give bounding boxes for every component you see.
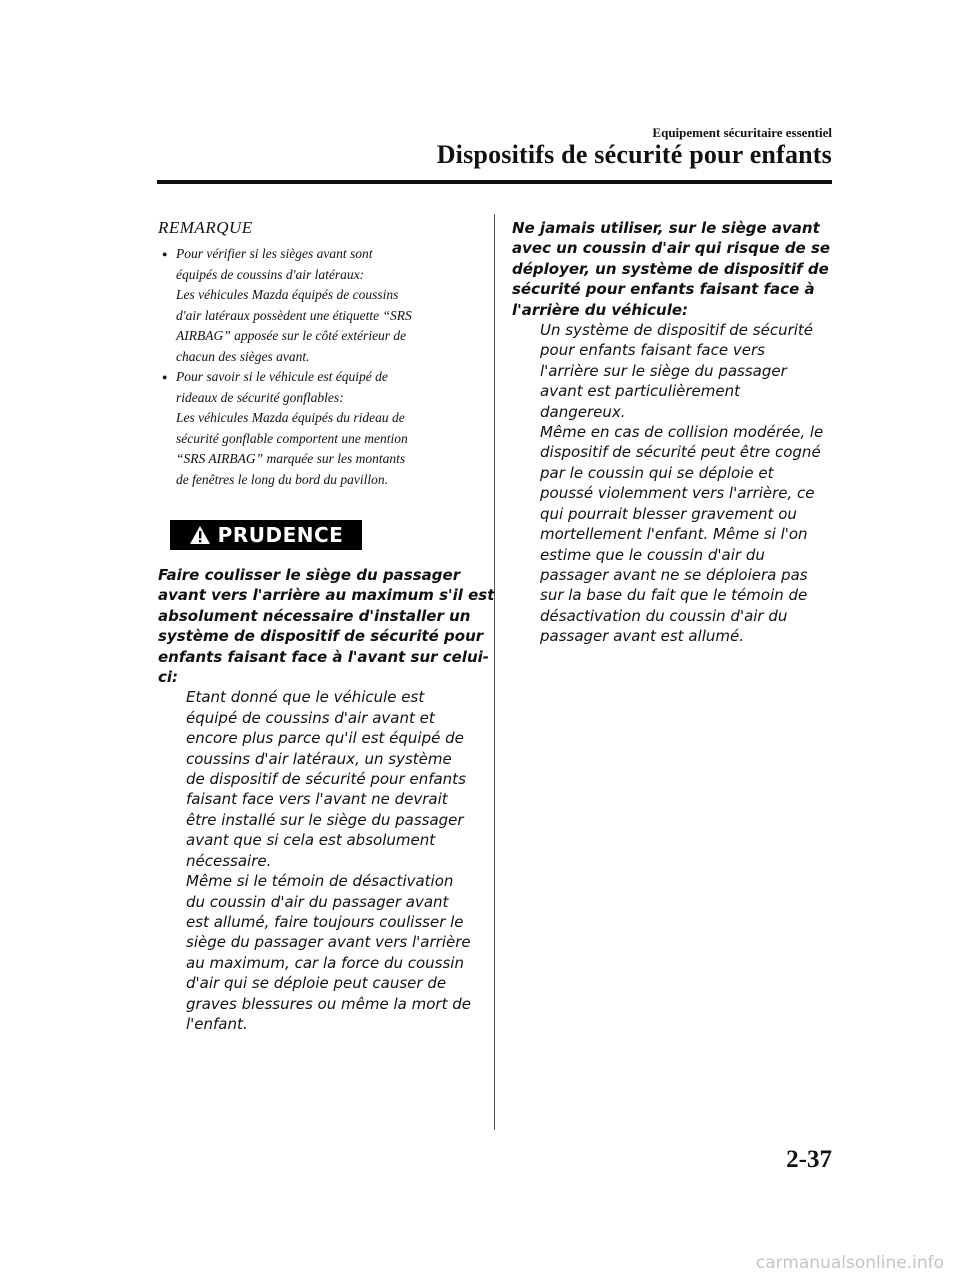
caution-heading-line: enfants faisant face à l'avant sur celui- — [158, 647, 489, 666]
caution-body-line: graves blessures ou même la mort de — [186, 994, 471, 1013]
page-number: 2-37 — [786, 1146, 832, 1173]
caution-body-line: coussins d'air latéraux, un système — [186, 749, 452, 768]
caution-label: PRUDENCE — [217, 523, 344, 547]
caution-body-line: Un système de dispositif de sécurité — [540, 321, 814, 340]
note-line: de fenêtres le long du bord du pavillon. — [176, 471, 388, 487]
note-item — [158, 367, 470, 490]
caution-body-line: passager avant ne se déploiera pas — [540, 565, 808, 584]
caution-body-line: être installé sur le siège du passager — [186, 810, 464, 829]
left-column — [158, 218, 495, 1034]
caution-body-line: pour enfants faisant face vers — [540, 341, 765, 360]
note-line: Les véhicules Mazda équipés du rideau de — [176, 410, 405, 425]
caution-heading-line: avec un coussin d'air qui risque de se — [512, 239, 831, 258]
column-divider — [494, 214, 495, 1130]
caution-body-line: siège du passager avant vers l'arrière — [186, 933, 471, 952]
caution-body-line: faisant face vers l'avant ne devrait — [186, 790, 448, 809]
caution-text — [158, 565, 495, 1034]
caution-heading-line: déployer, un système de dispositif de — [512, 259, 829, 278]
caution-body-line: est allumé, faire toujours coulisser le — [186, 912, 464, 931]
note-line: “SRS AIRBAG” marquée sur les montants — [176, 451, 406, 466]
caution-body-line: équipé de coussins d'air avant et — [186, 708, 435, 727]
caution-heading-line: Faire coulisser le siège du passager — [158, 566, 461, 584]
warning-icon — [189, 525, 211, 545]
caution-heading-line: système de dispositif de sécurité pour — [158, 627, 484, 646]
note-line: chacun des sièges avant. — [176, 348, 310, 364]
caution-body-line: poussé violemment vers l'arrière, ce — [540, 484, 815, 503]
note-line: Les véhicules Mazda équipés de coussins — [176, 287, 399, 302]
bullet-icon: ● — [162, 249, 168, 259]
note-line: Pour savoir si le véhicule est équipé de — [176, 369, 388, 384]
note-item — [158, 244, 470, 367]
watermark[interactable]: carmanualsonline.info — [755, 1253, 944, 1273]
caution-body-line: avant est particulièrement — [540, 382, 740, 401]
page-title: Dispositifs de sécurité pour enfants — [436, 140, 832, 169]
caution-body-line: nécessaire. — [186, 851, 272, 870]
note-line: rideaux de sécurité gonflables: — [176, 389, 344, 405]
caution-body-line: qui pourrait blesser gravement ou — [540, 504, 797, 523]
caution-heading-line: Ne jamais utiliser, sur le siège avant — [512, 219, 820, 237]
note-line: Pour vérifier si les sièges avant sont — [176, 246, 373, 261]
caution-body-line: au maximum, car la force du coussin — [186, 953, 464, 972]
caution-heading-line: l'arrière du véhicule: — [512, 300, 689, 319]
note-list — [158, 244, 470, 490]
caution-heading-line: sécurité pour enfants faisant face à — [512, 280, 815, 299]
caution-body-line: estime que le coussin d'air du — [540, 545, 765, 564]
note-heading: REMARQUE — [158, 218, 253, 237]
bullet-icon: ● — [162, 372, 168, 382]
caution-body-line: dispositif de sécurité peut être cogné — [540, 443, 821, 462]
caution-body-line: l'arrière sur le siège du passager — [540, 361, 787, 380]
caution-heading-line: ci: — [158, 668, 179, 687]
caution-banner — [170, 520, 362, 550]
caution-body-line: d'air qui se déploie peut causer de — [186, 974, 447, 993]
note-line: sécurité gonflable comportent une mention — [176, 430, 408, 446]
caution-body-line: passager avant est allumé. — [540, 627, 744, 646]
section-label: Equipement sécuritaire essentiel — [652, 125, 832, 140]
caution-body-line: avant que si cela est absolument — [186, 831, 436, 850]
caution-body-line: du coussin d'air du passager avant — [186, 892, 449, 911]
caution-body-line: de dispositif de sécurité pour enfants — [186, 770, 466, 789]
note-line: AIRBAG” apposée sur le côté extérieur de — [176, 328, 407, 343]
note-line: équipés de coussins d'air latéraux: — [176, 266, 365, 282]
caution-body-line: dangereux. — [540, 402, 626, 421]
caution-body-line: Même en cas de collision modérée, le — [540, 423, 824, 442]
caution-body-line: désactivation du coussin d'air du — [540, 606, 788, 625]
caution-body-line: Même si le témoin de désactivation — [186, 872, 454, 891]
caution-body-line: sur la base du fait que le témoin de — [540, 586, 808, 605]
caution-heading-line: absolument nécessaire d'installer un — [158, 606, 471, 625]
note-line: d'air latéraux possèdent une étiquette “SRS — [176, 307, 412, 323]
caution-body-line: Etant donné que le véhicule est — [186, 688, 425, 707]
caution-body-line: l'enfant. — [186, 1014, 248, 1033]
caution-body-line: par le coussin qui se déploie et — [540, 463, 774, 482]
caution-body-line: encore plus parce qu'il est équipé de — [186, 729, 464, 748]
caution-body-line: mortellement l'enfant. Même si l'on — [540, 525, 808, 544]
right-column — [512, 218, 830, 647]
header-rule — [157, 180, 832, 184]
caution-text — [512, 218, 830, 647]
caution-heading-line: avant vers l'arrière au maximum s'il est — [158, 586, 495, 605]
